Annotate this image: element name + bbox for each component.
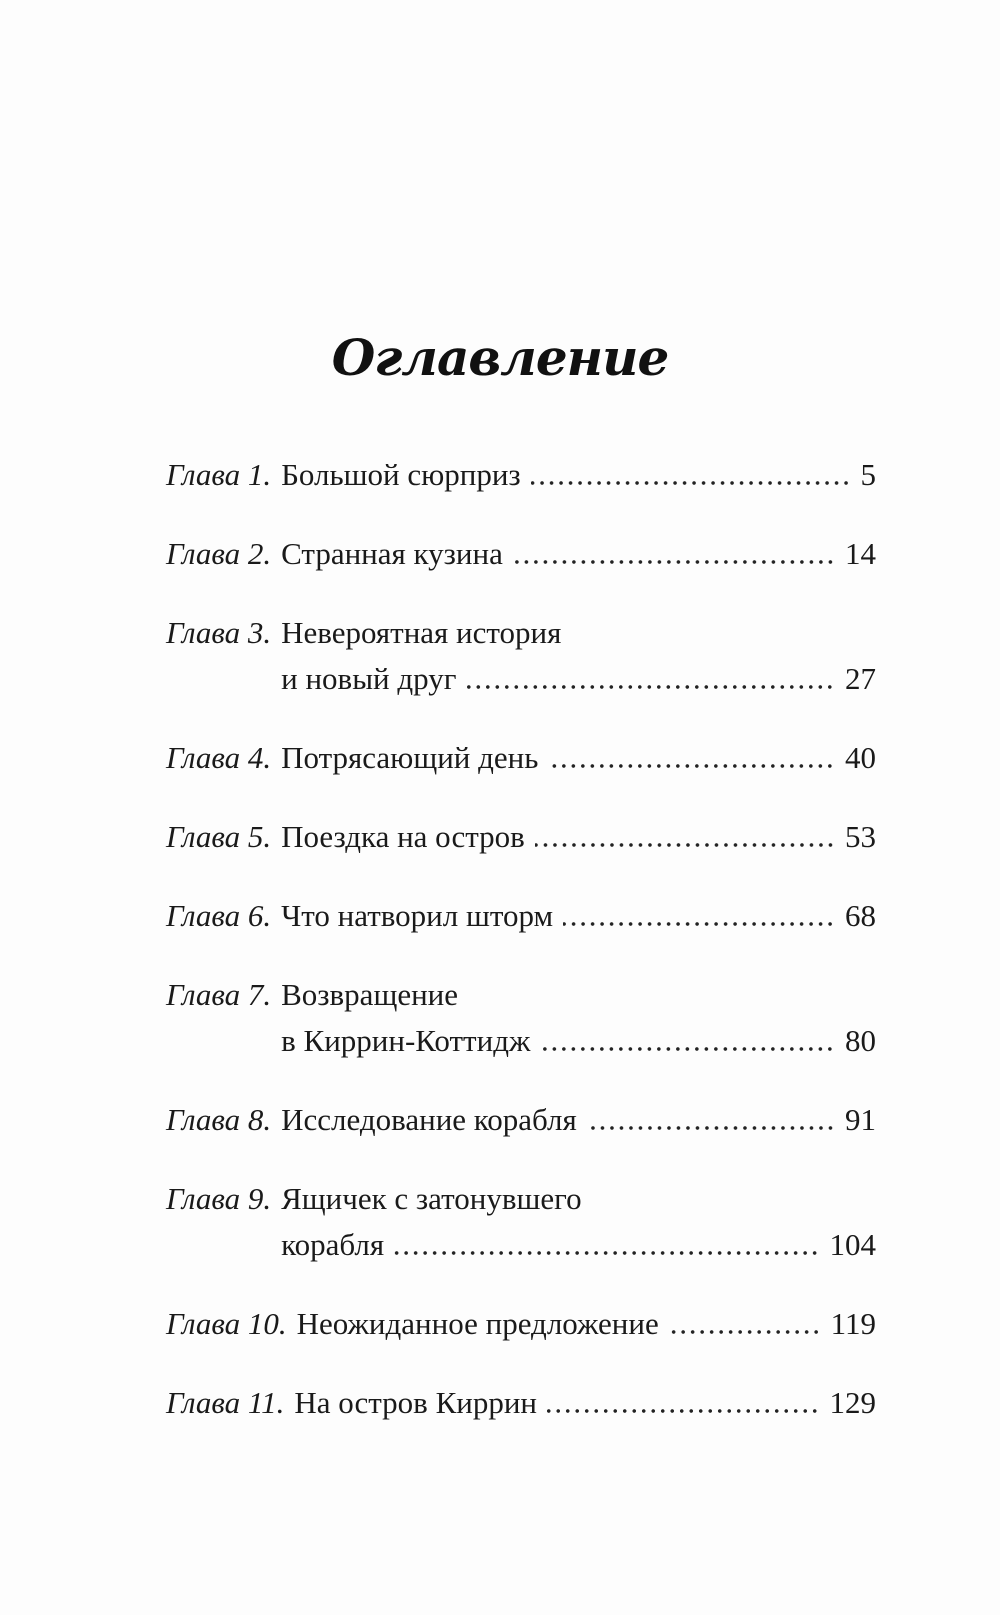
- dot-leader: [540, 1046, 835, 1052]
- dot-leader: [547, 1408, 819, 1414]
- chapter-title: и новый друг: [281, 661, 457, 696]
- page-number: 129: [829, 1385, 876, 1420]
- page-number: 68: [845, 898, 876, 933]
- chapter-title: Поездка на остров: [281, 819, 525, 854]
- chapter-title: Что натворил шторм: [281, 898, 554, 933]
- page-number: 91: [845, 1102, 876, 1137]
- dot-leader: [669, 1329, 821, 1335]
- page-number: 40: [845, 740, 876, 775]
- chapter-label: Глава 1.: [166, 457, 272, 492]
- toc-entry: [166, 1380, 876, 1426]
- chapter-label: Глава 3.: [166, 615, 272, 650]
- chapter-label: Глава 9.: [166, 1181, 272, 1216]
- chapter-label: Глава 2.: [166, 536, 272, 571]
- dot-leader: [513, 559, 835, 565]
- toc-entry: [166, 972, 876, 1064]
- chapter-title: На остров Киррин: [294, 1385, 538, 1420]
- toc-entry: [166, 1176, 876, 1268]
- chapter-title: Неожиданное предложение: [296, 1306, 659, 1341]
- dot-leader: [394, 1250, 819, 1256]
- page-number: 119: [830, 1306, 876, 1341]
- chapter-title: Возвращение: [281, 977, 459, 1012]
- table-of-contents: [166, 452, 876, 1459]
- chapter-title: Невероятная история: [281, 615, 562, 650]
- chapter-title: корабля: [281, 1227, 385, 1262]
- chapter-label: Глава 11.: [166, 1385, 285, 1420]
- page-number: 27: [845, 661, 876, 696]
- dot-leader: [531, 480, 851, 486]
- toc-entry: [166, 452, 876, 498]
- dot-leader: [587, 1125, 835, 1131]
- page-title: Оглавление: [331, 328, 669, 387]
- chapter-title: Большой сюрприз: [281, 457, 521, 492]
- page-number: 53: [845, 819, 876, 854]
- chapter-label: Глава 7.: [166, 977, 272, 1012]
- page-number: 80: [845, 1023, 876, 1058]
- chapter-title: Ящичек с затонувшего: [281, 1181, 582, 1216]
- toc-entry: [166, 531, 876, 577]
- chapter-label: Глава 6.: [166, 898, 272, 933]
- toc-entry: [166, 1097, 876, 1143]
- dot-leader: [563, 921, 835, 927]
- dot-leader: [548, 763, 835, 769]
- chapter-label: Глава 5.: [166, 819, 272, 854]
- toc-entry: [166, 814, 876, 860]
- chapter-label: Глава 10.: [166, 1306, 287, 1341]
- page-number: 104: [829, 1227, 876, 1262]
- chapter-title: в Киррин-Коттидж: [281, 1023, 531, 1058]
- page-number: 14: [845, 536, 876, 571]
- toc-entry: [166, 893, 876, 939]
- page-number: 5: [860, 457, 876, 492]
- toc-entry: [166, 1301, 876, 1347]
- chapter-title: Исследование корабля: [281, 1102, 577, 1137]
- dot-leader: [466, 684, 835, 690]
- toc-entry: [166, 610, 876, 702]
- toc-entry: [166, 735, 876, 781]
- chapter-title: Потрясающий день: [281, 740, 539, 775]
- chapter-label: Глава 8.: [166, 1102, 272, 1137]
- chapter-label: Глава 4.: [166, 740, 272, 775]
- dot-leader: [535, 842, 835, 848]
- chapter-title: Странная кузина: [281, 536, 503, 571]
